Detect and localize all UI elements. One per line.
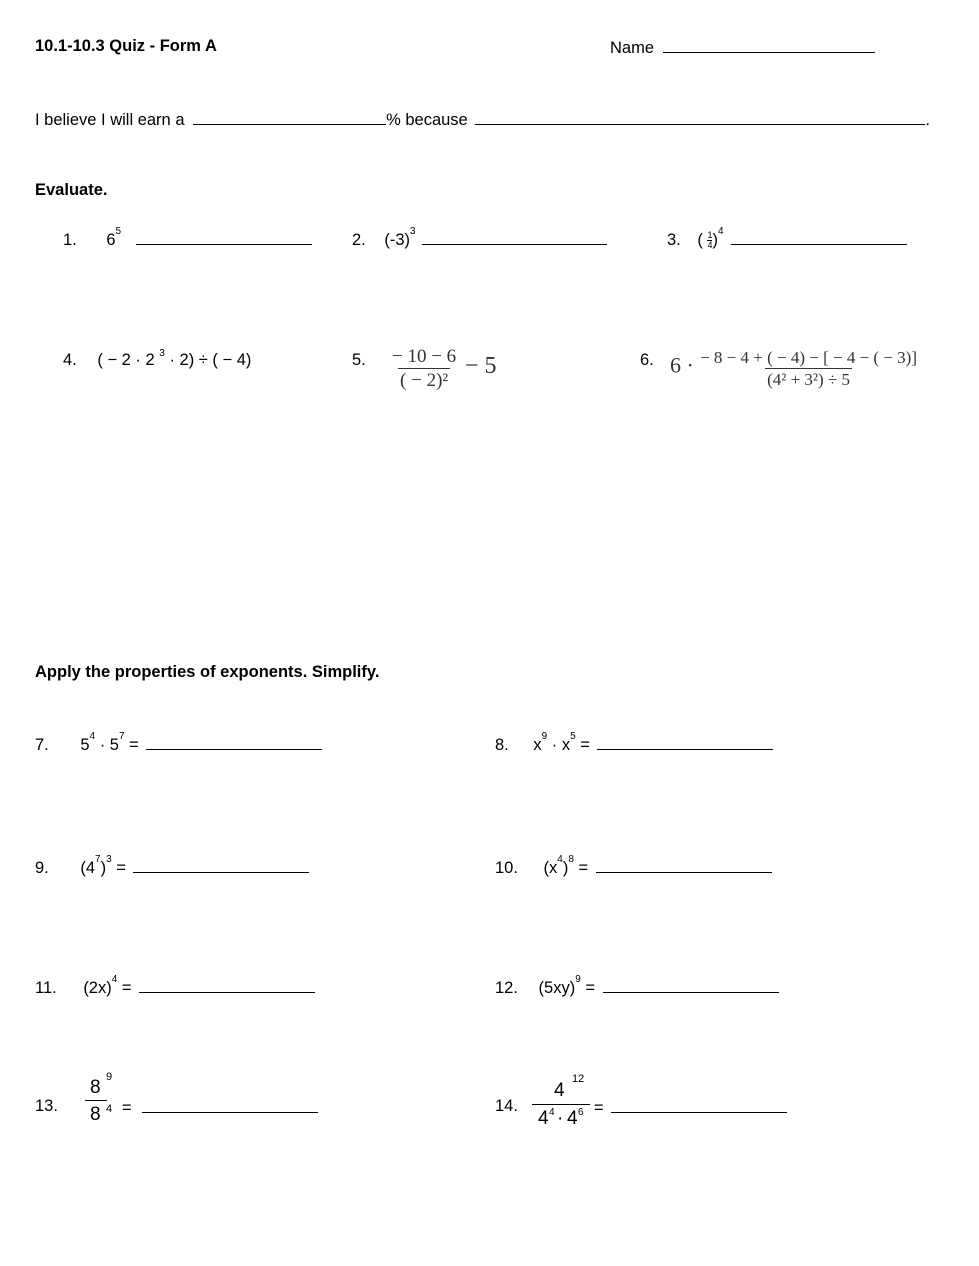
section-exponents-heading: Apply the properties of exponents. Simplify. bbox=[35, 663, 380, 681]
answer-blank[interactable] bbox=[133, 858, 309, 873]
problem-13-answer: = bbox=[122, 1098, 318, 1117]
name-label: Name bbox=[610, 39, 655, 57]
answer-blank[interactable] bbox=[136, 230, 312, 245]
fraction-denominator: 8 bbox=[90, 1104, 101, 1125]
answer-blank[interactable] bbox=[611, 1098, 787, 1113]
section-evaluate-heading: Evaluate. bbox=[35, 181, 108, 199]
problem-13-number: 13. bbox=[35, 1097, 58, 1115]
name-row bbox=[610, 38, 875, 57]
problem-7 bbox=[35, 731, 322, 754]
answer-blank[interactable] bbox=[596, 858, 772, 873]
problem-2-expression: $(-3)^3$ bbox=[384, 226, 416, 249]
belief-prefix: I believe I will earn a bbox=[35, 111, 185, 129]
problem-1-expression: $6^5$ bbox=[106, 226, 122, 249]
denominator-exponent: 4 bbox=[106, 1103, 113, 1115]
fraction-one-fourth: $\frac{1}{4}$ bbox=[707, 230, 713, 251]
problem-10-expression: $(x^4)^8$ = bbox=[543, 854, 589, 877]
answer-blank[interactable] bbox=[731, 230, 907, 245]
problem-number: 2. bbox=[352, 231, 366, 249]
problem-number: 7. bbox=[35, 736, 49, 754]
problem-number: 9. bbox=[35, 859, 49, 877]
answer-blank[interactable] bbox=[139, 978, 315, 993]
denominator-exponent-2: 6 bbox=[578, 1107, 584, 1118]
multiply-dot: · bbox=[557, 1108, 564, 1129]
fraction-numerator: 4 bbox=[554, 1080, 565, 1101]
problem-number: 6. bbox=[640, 351, 654, 369]
problem-number: 10. bbox=[495, 859, 518, 877]
problem-5 bbox=[352, 352, 366, 369]
problem-number: 8. bbox=[495, 736, 509, 754]
problem-14-fraction bbox=[532, 1074, 592, 1130]
problem-12-expression: $(5xy)^9$ = bbox=[538, 974, 595, 997]
problem-number: 4. bbox=[63, 351, 77, 369]
numerator-exponent: 9 bbox=[106, 1071, 113, 1083]
problem-4 bbox=[63, 348, 252, 369]
problem-7-expression: $5^4 \cdot 5^7$ = bbox=[80, 731, 139, 754]
problem-number: 11. bbox=[35, 979, 57, 997]
answer-blank[interactable] bbox=[422, 230, 607, 245]
problem-9-expression: $(4^7)^3$ = bbox=[80, 854, 126, 877]
problem-9 bbox=[35, 854, 309, 877]
problem-13-fraction bbox=[85, 1072, 119, 1124]
quiz-title: 10.1-10.3 Quiz - Form A bbox=[35, 37, 217, 55]
problem-number: 1. bbox=[63, 231, 77, 249]
problem-6-expression: 6 · $\frac{- 8 - 4 + ( - 4) - [ - 4 - ( - 3)]}{\text{(4² + 3²) ÷ 5}}$ bbox=[670, 348, 917, 389]
answer-blank[interactable] bbox=[142, 1098, 318, 1113]
fraction: $\frac{- 8 - 4 + ( - 4) - [ - 4 - ( - 3)]}{\text{(4² + 3²) ÷ 5}}$ bbox=[700, 348, 917, 389]
answer-blank[interactable] bbox=[597, 735, 773, 750]
problem-4-expression: ( − 2 · 2 $^3$ · 2) ÷ ( − 4) bbox=[97, 348, 252, 369]
percent-blank[interactable] bbox=[193, 110, 386, 125]
problem-1 bbox=[63, 226, 312, 249]
problem-11-expression: $(2x)^4$ = bbox=[83, 974, 132, 997]
reason-blank[interactable] bbox=[475, 110, 925, 125]
fraction-denominator-1: 4 bbox=[538, 1108, 549, 1129]
numerator-exponent: 12 bbox=[572, 1073, 585, 1085]
problem-number: 5. bbox=[352, 351, 366, 369]
belief-middle: % because bbox=[386, 111, 468, 129]
fraction: $\frac{- 10 - 6}{\text{( − 2)²}}$ bbox=[392, 346, 457, 391]
problem-5-expression: $\frac{- 10 - 6}{\text{( − 2)²}}$ − 5 bbox=[392, 346, 497, 391]
problem-3-expression: ( $\frac{1}{4}$ )$^4$ bbox=[697, 226, 724, 251]
belief-row bbox=[35, 110, 930, 129]
problem-number: 12. bbox=[495, 979, 518, 997]
problem-2 bbox=[352, 226, 607, 249]
problem-14-number: 14. bbox=[495, 1097, 518, 1115]
answer-blank[interactable] bbox=[146, 735, 322, 750]
fraction-bar bbox=[532, 1104, 590, 1105]
problem-14-answer: = bbox=[594, 1098, 787, 1117]
name-blank[interactable] bbox=[663, 38, 875, 53]
problem-11 bbox=[35, 974, 315, 997]
problem-8-expression: $x^9 \cdot x^5$ = bbox=[533, 731, 590, 754]
belief-suffix: . bbox=[925, 111, 930, 129]
problem-12 bbox=[495, 974, 779, 997]
problem-number: 3. bbox=[667, 231, 681, 249]
fraction-bar bbox=[85, 1100, 107, 1101]
fraction-numerator: 8 bbox=[90, 1077, 101, 1098]
denominator-exponent-1: 4 bbox=[549, 1107, 555, 1118]
problem-6 bbox=[640, 352, 654, 369]
fraction-denominator-2: 4 bbox=[567, 1108, 578, 1129]
problem-10 bbox=[495, 854, 772, 877]
answer-blank[interactable] bbox=[603, 978, 779, 993]
problem-8 bbox=[495, 731, 773, 754]
problem-3 bbox=[667, 226, 907, 251]
